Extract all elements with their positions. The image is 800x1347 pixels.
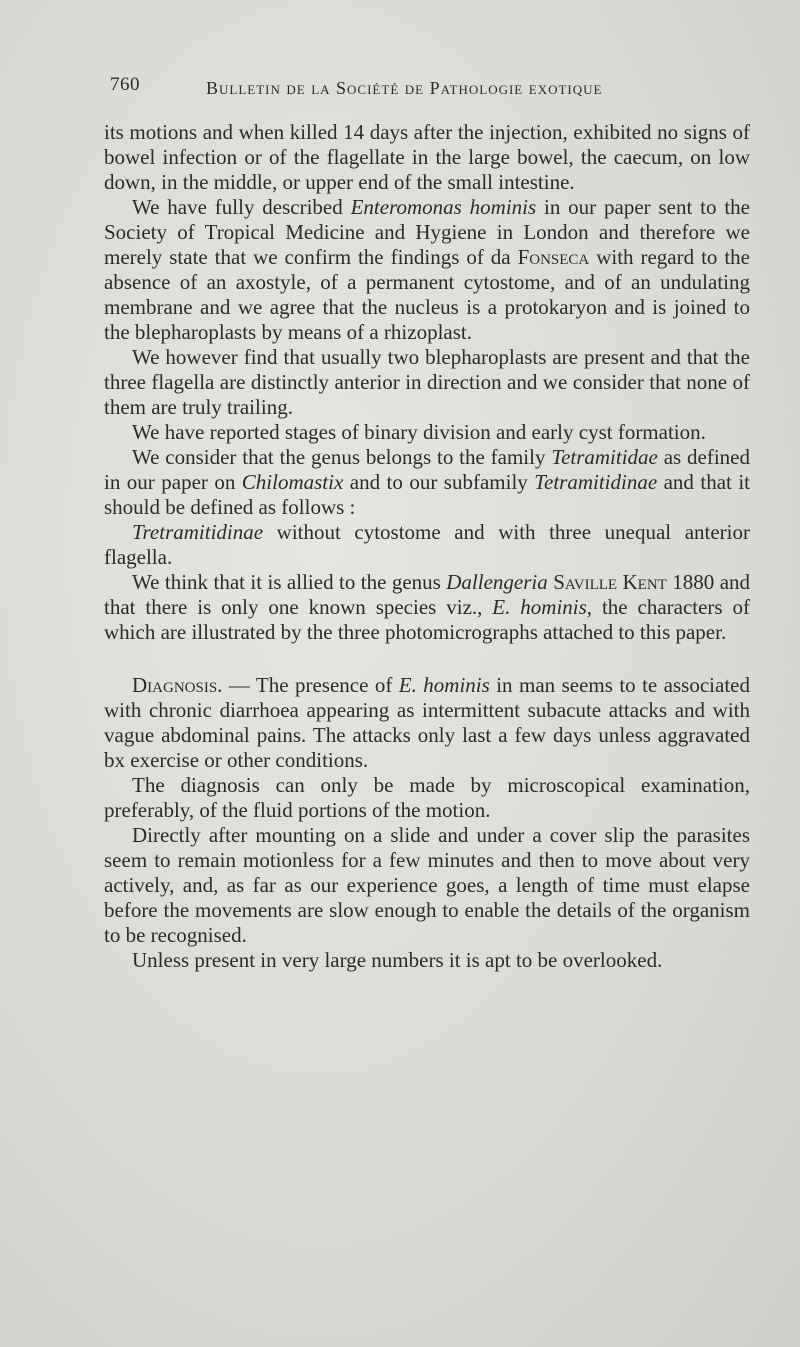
paragraph-3: We however find that usually two blepharoplasts are present and that the three flagella are distinctly anterior in direction and we consider that none of them are truly trailing. [104, 345, 750, 419]
text-run: with regard to the absence of an axostyle, of a permanent cytostome, and of an undulating membrane and we agree that the nucleus is a protokaryon and is joined to the blepharoplasts by means of a rhizoplast. [104, 245, 751, 344]
section-heading: Diagnosis. [132, 673, 223, 697]
author-name: Fonseca [517, 245, 590, 269]
text-run: We think that it is allied to the genus [132, 570, 447, 594]
text-run: in our paper sent to the Society of Tropical Medicine and Hygiene in London and therefore we merely state that we confirm the findings of da [104, 195, 750, 269]
text-run: 1880 and that there is only one known species viz., [104, 570, 751, 619]
paragraph-10: Directly after mounting on a slide and under a cover slip the parasites seem to remain motionless for a few minutes and then to move about very actively, and, as far as our experience goes, a length of time must elapse before the movements are slow enough to enable the details of the organism to be recognised. [104, 823, 750, 947]
text-run: without cytostome and with three unequal anterior flagella. [104, 520, 750, 569]
subfamily-name: Tretramitidinae [132, 520, 264, 544]
text-run: and to our subfamily [343, 470, 535, 494]
species-name: Enteromonas hominis [350, 195, 537, 219]
paragraph-7 [104, 570, 750, 645]
journal-title: Bulletin de la Société de Pathologie exotique [206, 78, 603, 98]
text-run: — The presence of [222, 673, 399, 697]
text-run: , the characters of which are illustrated by the three photomicrographs attached to this paper. [104, 595, 750, 644]
paragraph-5 [104, 445, 750, 520]
subfamily-name: Tetramitidinae [534, 470, 658, 494]
paragraph-9: The diagnosis can only be made by microscopical examination, preferably, of the fluid portions of the motion. [104, 773, 750, 822]
genus-name: Dallengeria [446, 570, 548, 594]
paragraph-2 [104, 195, 750, 345]
article-body [104, 120, 750, 973]
genus-name: Chilomastix [241, 470, 344, 494]
paragraph-1: its motions and when killed 14 days after the injection, exhibited no signs of bowel infection or of the flagellate in the large bowel, the caecum, on low down, in the middle, or upper end of the small intestine. [104, 120, 750, 194]
paragraph-11: Unless present in very large numbers it is apt to be overlooked. [132, 948, 663, 972]
text-run: as defined in our paper on [104, 445, 751, 494]
author-name: Saville Kent [553, 570, 667, 594]
text-run: We consider that the genus belongs to the family [132, 445, 552, 469]
paragraph-4: We have reported stages of binary division and early cyst formation. [132, 420, 706, 444]
paragraph-diagnosis [104, 673, 750, 773]
family-name: Tetramitidae [551, 445, 658, 469]
text-run: We have fully described [132, 195, 351, 219]
species-name: E. hominis [492, 595, 587, 619]
text-run: and that it should be defined as follows : [104, 470, 751, 519]
text-run: in man seems to te associated with chronic diarrhoea appearing as intermittent subacute attacks and with vague abdominal pains. The attacks only last a few days unless aggravated bx exercise or other conditions. [104, 673, 750, 772]
paragraph-6 [104, 520, 750, 570]
species-name: E. hominis [398, 673, 490, 697]
running-header [110, 74, 670, 104]
page-number: 760 [110, 74, 140, 95]
